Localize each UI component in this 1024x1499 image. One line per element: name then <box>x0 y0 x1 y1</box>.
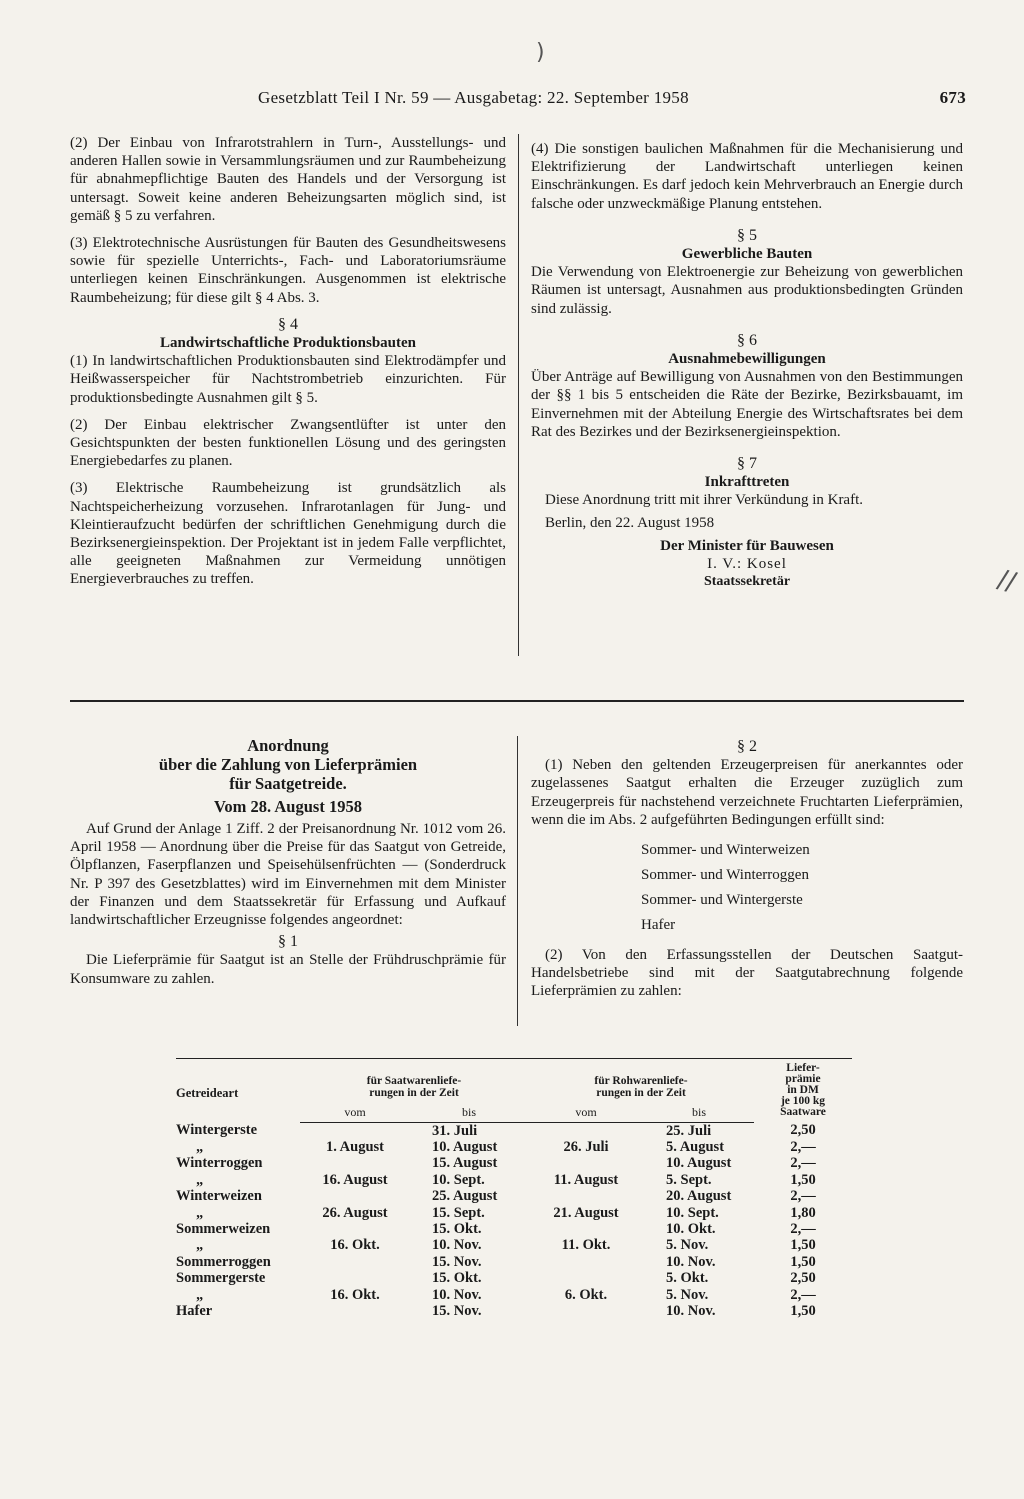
roh-vom-cell <box>528 1303 644 1319</box>
column-divider <box>517 736 518 1026</box>
right-column <box>531 140 963 591</box>
paragraph: (3) Elektrische Raumbeheizung ist grundsätzlich als Nachtspeicherheizung vorzusehen. Infrarotanlagen für Jung- und Kleintieraufzucht bedürfen der schriftlichen Genehmigung durch die Bezirksenergieinspektion. Der Projektant ist in jedem Falle verpflichtet, alle geeigneten Maßnahmen zur Vermeidung unnötigen Energieverbrauches zu treffen. <box>70 480 506 588</box>
saat-bis-cell: 15. August <box>432 1155 498 1172</box>
saat-bis-cell: 15. Nov. <box>432 1253 482 1270</box>
roh-bis-cell: 5. Nov. <box>666 1286 709 1303</box>
saat-vom-cell <box>300 1122 410 1139</box>
saat-bis-cell: 25. August <box>432 1188 498 1205</box>
page-number: 673 <box>939 88 966 107</box>
section-title: Landwirtschaftliche Produktionsbauten <box>159 335 416 352</box>
header-rohware: für Rohwarenliefe- rungen in der Zeit <box>528 1059 754 1099</box>
praemie-cell: 2,— <box>790 1138 816 1155</box>
getreideart-cell: Wintergerste <box>176 1122 258 1138</box>
saat-bis-cell: 15. Okt. <box>432 1220 482 1237</box>
paragraph: (2) Von den Erfassungsstellen der Deutschen Saatgut-Handelsbetriebe sind mit der Saatgutabrechnung folgende Lieferprämien zu zahlen: <box>531 947 963 1000</box>
saat-vom-cell: 16. August <box>322 1171 388 1188</box>
saat-bis-cell: 15. Okt. <box>432 1270 482 1287</box>
left-column <box>70 134 506 598</box>
saat-vom-cell: 1. August <box>325 1138 385 1155</box>
anordnung-title: für Saatgetreide. <box>229 774 347 793</box>
getreideart-cell: Sommerweizen <box>176 1220 271 1237</box>
table-row <box>176 1205 852 1221</box>
roh-bis-cell: 10. Nov. <box>666 1302 716 1319</box>
crop-list <box>641 838 963 938</box>
saat-bis-cell: 31. Juli <box>432 1122 478 1139</box>
roh-bis-cell: 5. Nov. <box>666 1237 709 1254</box>
minister-title: Der Minister für Bauwesen <box>660 537 834 554</box>
roh-vom-cell <box>528 1221 644 1237</box>
saat-bis-cell: 15. Nov. <box>432 1302 482 1319</box>
anordnung-title: Anordnung <box>247 736 329 755</box>
roh-vom-cell: 21. August <box>553 1204 619 1221</box>
header-title: Gesetzblatt Teil I Nr. 59 — Ausgabetag: 22. September 1958 <box>258 88 689 107</box>
paragraph: Die Verwendung von Elektroenergie zur Beheizung von gewerblichen Räumen ist untersagt, Ausnahmen aus produktionsbedingten Gründen sind zulässig. <box>531 264 963 317</box>
header-vom: vom <box>528 1099 644 1122</box>
saat-vom-cell: 16. Okt. <box>330 1286 380 1303</box>
section-title: Ausnahmebewilligungen <box>668 351 826 368</box>
signer-role: Staatssekretär <box>703 574 791 590</box>
table-body <box>176 1122 852 1319</box>
table-row <box>176 1221 852 1237</box>
header-saatware: für Saatwarenliefe- rungen in der Zeit <box>300 1059 528 1099</box>
paragraph: (3) Elektrotechnische Ausrüstungen für Bauten des Gesundheitswesens sowie für spezielle Unterrichts-, Fach- und Laboratoriumsräume unterliegen keinen Einschränkungen. Ausgenommen ist elektrische Raumbeheizung; für diese gilt § 4 Abs. 3. <box>70 235 506 306</box>
praemie-cell: 1,50 <box>790 1171 816 1188</box>
table-row <box>176 1287 852 1303</box>
praemie-cell: 1,50 <box>790 1253 816 1270</box>
table-row <box>176 1303 852 1319</box>
roh-bis-cell: 10. Nov. <box>666 1253 716 1270</box>
praemie-cell: 1,50 <box>790 1302 816 1319</box>
section-number: § 5 <box>737 226 757 244</box>
getreideart-cell: Hafer <box>176 1302 213 1319</box>
section-title: Gewerbliche Bauten <box>681 246 813 263</box>
table-row <box>176 1270 852 1286</box>
saat-bis-cell: 10. Nov. <box>432 1286 482 1303</box>
roh-bis-cell: 10. Okt. <box>666 1220 716 1237</box>
praemie-cell: 1,80 <box>790 1204 816 1221</box>
anordnung-title: über die Zahlung von Lieferprämien <box>158 755 418 774</box>
saat-bis-cell: 15. Sept. <box>432 1204 485 1221</box>
praemie-cell: 2,— <box>790 1188 816 1205</box>
roh-vom-cell <box>528 1254 644 1270</box>
page-header <box>258 88 966 114</box>
roh-bis-cell: 25. Juli <box>666 1122 712 1139</box>
saat-vom-cell: 26. August <box>322 1204 388 1221</box>
praemie-cell: 2,— <box>790 1286 816 1303</box>
roh-vom-cell <box>528 1155 644 1171</box>
crop-item: Sommer- und Winterroggen <box>641 867 809 884</box>
roh-vom-cell <box>528 1270 644 1286</box>
margin-mark: // <box>994 564 1020 598</box>
praemie-cell: 2,50 <box>790 1122 816 1138</box>
roh-vom-cell: 6. Okt. <box>564 1286 608 1303</box>
getreideart-cell: Winterroggen <box>176 1155 263 1172</box>
table-row <box>176 1254 852 1270</box>
saat-vom-cell: 16. Okt. <box>330 1237 380 1254</box>
saat-bis-cell: 10. Sept. <box>432 1171 485 1188</box>
crop-item: Sommer- und Wintergerste <box>641 892 803 909</box>
getreideart-cell: Sommergerste <box>176 1270 266 1287</box>
section-title: Inkrafttreten <box>704 474 790 491</box>
column-divider <box>518 134 519 656</box>
saat-vom-cell <box>300 1303 410 1319</box>
crop-item: Hafer <box>641 917 676 934</box>
table-row <box>176 1188 852 1204</box>
getreideart-cell: „ <box>196 1204 204 1221</box>
roh-bis-cell: 5. August <box>666 1138 725 1155</box>
paragraph: (1) Neben den geltenden Erzeugerpreisen für anerkanntes oder zugelassenes Saatgut erhalten die Erzeuger zuzüglich zum Erzeugerpreis für nachstehend verzeichnete Fruchtarten Lieferprämien, wenn die im Abs. 2 aufgeführten Bedingungen erfüllt sind: <box>531 757 963 828</box>
table-row <box>176 1155 852 1171</box>
praemie-cell: 2,— <box>790 1155 816 1172</box>
paragraph: Auf Grund der Anlage 1 Ziff. 2 der Preisanordnung Nr. 1012 vom 26. April 1958 — Anordnung über die Preise für das Saatgut von Getreide, Ölpflanzen, Faserpflanzen und Speisehülsenfrüchten — (Sonderdruck Nr. P 397 des Gesetzblattes) wird im Einvernehmen mit dem Minister der Finanzen und dem Staatssekretär für Erfassung und Aufkauf landwirtschaftlicher Erzeugnisse folgendes angeordnet: <box>70 821 506 929</box>
paragraph: (2) Der Einbau elektrischer Zwangsentlüfter ist unter den Gesichtspunkten der besten funktionellen Lösung und des geringsten Energiebedarfes zu planen. <box>70 416 506 470</box>
margin-mark: ) <box>536 40 545 65</box>
paragraph: (2) Der Einbau von Infrarotstrahlern in Turn-, Ausstellungs- und anderen Hallen sowie in Versammlungsräumen und zur Raumbeheizung für abnahmepflichtige Bauten des Handels und der Versorgung ist untersagt. Soweit keine anderen Beheizungsarten möglich sind, ist gemäß § 5 zu verfahren. <box>70 135 506 224</box>
roh-bis-cell: 5. Sept. <box>666 1171 712 1188</box>
saat-vom-cell <box>300 1155 410 1171</box>
header-vom: vom <box>300 1099 410 1122</box>
section-number: § 7 <box>737 455 757 473</box>
saat-bis-cell: 10. Nov. <box>432 1237 482 1254</box>
paragraph: Diese Anordnung tritt mit ihrer Verkündung in Kraft. <box>545 492 864 509</box>
table-row <box>176 1237 852 1253</box>
saat-bis-cell: 10. August <box>432 1138 498 1155</box>
saat-vom-cell <box>300 1221 410 1237</box>
crop-item: Sommer- und Winterweizen <box>641 842 810 859</box>
table-row <box>176 1139 852 1155</box>
roh-vom-cell <box>528 1188 644 1204</box>
getreideart-cell: „ <box>196 1286 204 1303</box>
header-bis: bis <box>410 1099 528 1122</box>
paragraph: Die Lieferprämie für Saatgut ist an Stelle der Frühdruschprämie für Konsumware zu zahlen. <box>70 952 506 987</box>
roh-vom-cell: 11. August <box>553 1171 619 1188</box>
anordnung-right-column <box>531 738 963 1010</box>
premium-table <box>176 1058 852 1319</box>
section-number: § 6 <box>737 331 757 349</box>
section-number: § 4 <box>278 315 298 333</box>
header-getreideart: Getreideart <box>176 1059 300 1123</box>
getreideart-cell: „ <box>196 1171 204 1188</box>
roh-vom-cell: 26. Juli <box>563 1138 609 1155</box>
paragraph: Über Anträge auf Bewilligung von Ausnahmen von den Bestimmungen der §§ 1 bis 5 entscheiden die Räte der Bezirke, Bezirksbauamt, im Einvernehmen mit der Abteilung Energie des Wirtschaftsrates bei dem Rat des Bezirkes und der Bezirksenergieinspektion. <box>531 369 963 440</box>
saat-vom-cell <box>300 1254 410 1270</box>
table-row <box>176 1122 852 1139</box>
roh-vom-cell <box>528 1122 644 1139</box>
getreideart-cell: „ <box>196 1138 204 1155</box>
saat-vom-cell <box>300 1270 410 1286</box>
header-bis: bis <box>644 1099 754 1122</box>
praemie-cell: 2,— <box>790 1220 816 1237</box>
getreideart-cell: „ <box>196 1237 204 1254</box>
anordnung-left-column <box>70 736 506 997</box>
table-row <box>176 1172 852 1188</box>
anordnung-date: Vom 28. August 1958 <box>214 797 362 816</box>
roh-bis-cell: 5. Okt. <box>666 1270 709 1287</box>
roh-vom-cell: 11. Okt. <box>561 1237 611 1254</box>
roh-bis-cell: 10. August <box>666 1155 732 1172</box>
roh-bis-cell: 10. Sept. <box>666 1204 719 1221</box>
section-number: § 2 <box>737 738 757 755</box>
place-date: Berlin, den 22. August 1958 <box>545 514 715 531</box>
getreideart-cell: Winterweizen <box>176 1188 262 1205</box>
roh-bis-cell: 20. August <box>666 1188 732 1205</box>
paragraph: (1) In landwirtschaftlichen Produktionsbauten sind Elektrodämpfer und Heißwasserspeicher für Nachtstrombetrieb einzurichten. Für produktionsbedingte Ausnahmen gilt § 5. <box>70 353 506 406</box>
praemie-cell: 2,50 <box>790 1270 816 1287</box>
header-praemie: Liefer- prämie in DM je 100 kg Saatware <box>754 1059 852 1123</box>
getreideart-cell: Sommerroggen <box>176 1253 271 1270</box>
saat-vom-cell <box>300 1188 410 1204</box>
praemie-cell: 1,50 <box>790 1237 816 1254</box>
section-number: § 1 <box>278 933 298 951</box>
section-separator <box>70 700 964 702</box>
signer-name: I. V.: Kosel <box>707 556 787 573</box>
paragraph: (4) Die sonstigen baulichen Maßnahmen für die Mechanisierung und Elektrifizierung der Landwirtschaft unterliegen keinen Einschränkungen. Es darf jedoch kein Mehrverbrauch an Energie durch falsche oder unzweckmäßige Planung entstehen. <box>531 141 963 212</box>
